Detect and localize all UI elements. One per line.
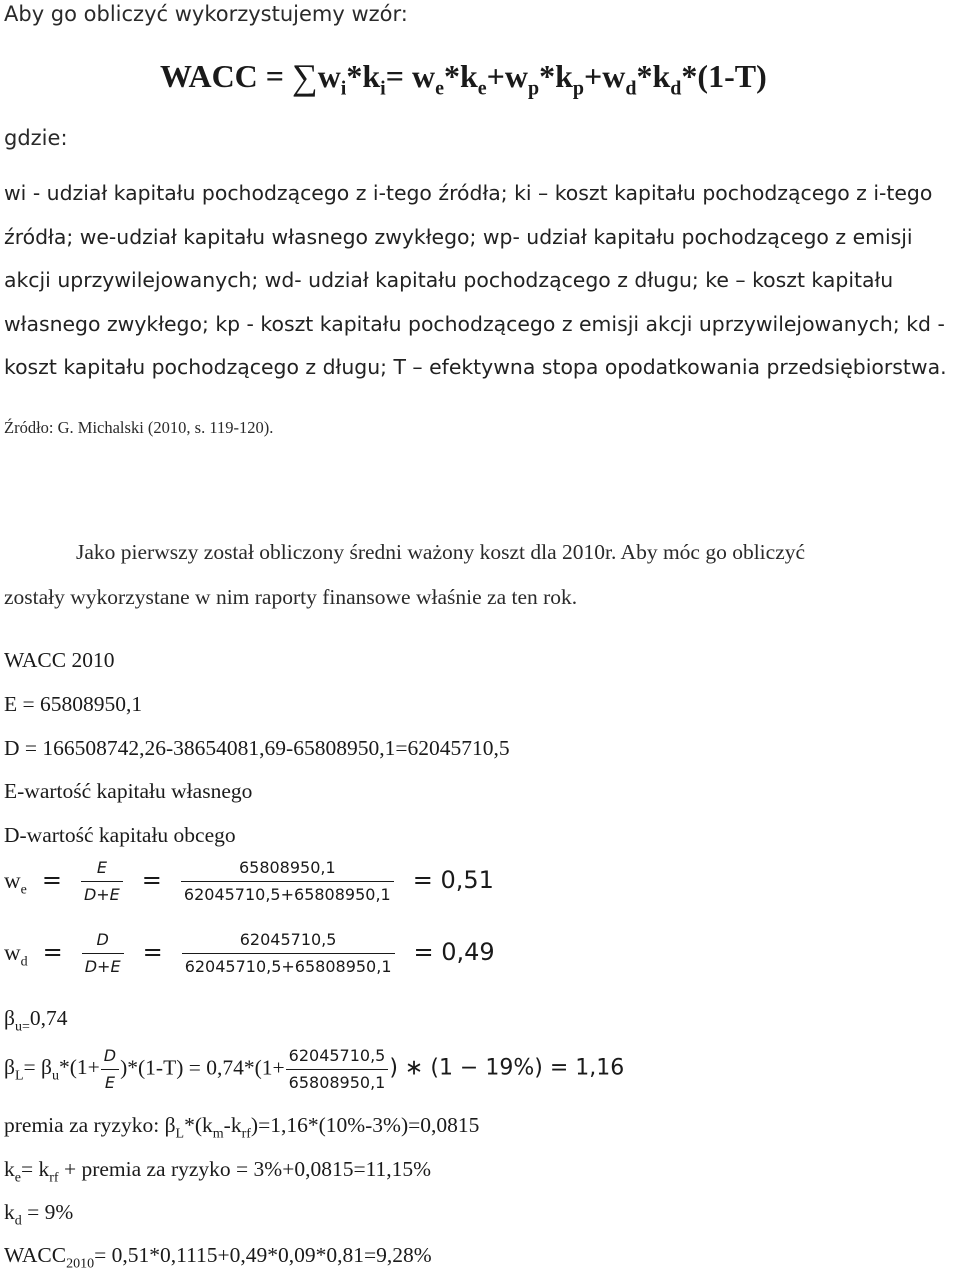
formula-part: +w: [486, 58, 528, 94]
wacc-2010-title: WACC 2010: [4, 648, 115, 672]
formula-part: w: [317, 58, 341, 94]
formula-part: = w: [385, 58, 436, 94]
definition-line: własnego zwykłego; kp - koszt kapitału pochodzącego z emisji akcji uprzywilejowanych; kd -: [4, 311, 945, 336]
fraction: $\frac{E}{D+E}$: [81, 858, 123, 905]
beta-l-result: ) ∗ (1 − 19%) = 1,16: [389, 1055, 625, 1081]
fraction: $\frac{D}{E}$: [101, 1046, 119, 1093]
beta-l-middle: )*(1-T) = 0,74*(1+: [120, 1055, 285, 1080]
definition-line: źródła; we-udział kapitału własnego zwykłego; wp- udział kapitału pochodzącego z emisji: [4, 224, 913, 249]
definition-line: akcji uprzywilejowanych; wd- udział kapitału pochodzącego z długu; ke – koszt kapitału: [4, 268, 894, 292]
intro-text: Aby go obliczyć wykorzystujemy wzór:: [4, 2, 408, 26]
we-result: = 0,51: [412, 865, 494, 894]
formula-sub: e: [477, 77, 487, 100]
fraction: $\frac{62045710,5}{65808950,1}$: [286, 1046, 389, 1093]
e-value-line: E = 65808950,1: [4, 692, 143, 716]
definition-line: wi - udział kapitału pochodzącego z i-tego źródła; ki – koszt kapitału pochodzącego z i-tego: [4, 181, 933, 205]
formula-lead: WACC =: [160, 58, 293, 94]
formula-sub: e: [435, 77, 444, 100]
sigma-symbol: ∑: [292, 57, 318, 97]
wd-equation: [4, 930, 503, 977]
premia-line: premia za ryzyko: $\beta_L*(k_m-k_{rf})=1,16*(10\%-3\%)=0,0815$: [4, 1113, 480, 1142]
kd-line: $k_d = 9\%$: [4, 1200, 74, 1229]
formula-sub: d: [670, 77, 682, 100]
equals-sign: =: [41, 865, 62, 894]
fraction: $\frac{D}{D+E}$: [82, 930, 124, 977]
source-citation: Źródło: G. Michalski (2010, s. 119-120).: [4, 418, 274, 437]
formula-sub: p: [527, 77, 540, 100]
wacc-final-line: $WACC_{2010}= 0,51*0,1115+0,49*0,09*0,81=9,28\%$: [4, 1243, 432, 1272]
formula-part: *k: [443, 58, 478, 94]
equals-sign: =: [42, 937, 63, 966]
beta-l-equation: [4, 1046, 624, 1093]
formula-sub: i: [340, 77, 347, 100]
we-label: $w_e$: [4, 867, 27, 898]
fraction: $\frac{62045710,5}{62045710,5+65808950,1}$: [182, 930, 395, 977]
formula-part: *(1-T): [681, 58, 767, 94]
formula-part: *k: [636, 58, 671, 94]
paragraph-line: Jako pierwszy został obliczony średni ważony koszt dla 2010r. Aby móc go obliczyć: [76, 540, 806, 564]
we-equation: [4, 858, 502, 905]
formula-part: +w: [584, 58, 626, 94]
formula-part: *k: [346, 58, 381, 94]
definition-line: koszt kapitału pochodzącego z długu; T – efektywna stopa opodatkowania przedsiębiorstwa.: [4, 355, 947, 379]
wacc-formula: [160, 54, 767, 100]
e-definition: E-wartość kapitału własnego: [4, 779, 253, 803]
ke-line: $k_e= k_{rf}$ + premia za ryzyko = 3%+0,0815=11,15%: [4, 1157, 432, 1186]
equals-sign: =: [142, 937, 163, 966]
d-value-line: D = 166508742,26-38654081,69-65808950,1=62045710,5: [4, 736, 510, 760]
fraction: $\frac{65808950,1}{62045710,5+65808950,1}$: [181, 858, 394, 905]
formula-sub: p: [572, 77, 585, 100]
beta-u-line: $\beta_{u=}0,74$: [4, 1006, 68, 1035]
wd-result: = 0,49: [413, 937, 495, 966]
paragraph-line: zostały wykorzystane w nim raporty finansowe właśnie za ten rok.: [4, 585, 578, 609]
definitions-block: [4, 172, 956, 390]
formula-sub: d: [625, 77, 637, 100]
wd-label: $w_d$: [4, 939, 28, 970]
beta-l-label: $\beta_L= \beta_u*(1+$: [4, 1055, 100, 1084]
formula-sub: i: [380, 77, 386, 100]
equals-sign: =: [141, 865, 162, 894]
d-definition: D-wartość kapitału obcego: [4, 823, 236, 847]
gdzie-label: gdzie:: [4, 126, 68, 150]
formula-part: *k: [539, 58, 573, 94]
